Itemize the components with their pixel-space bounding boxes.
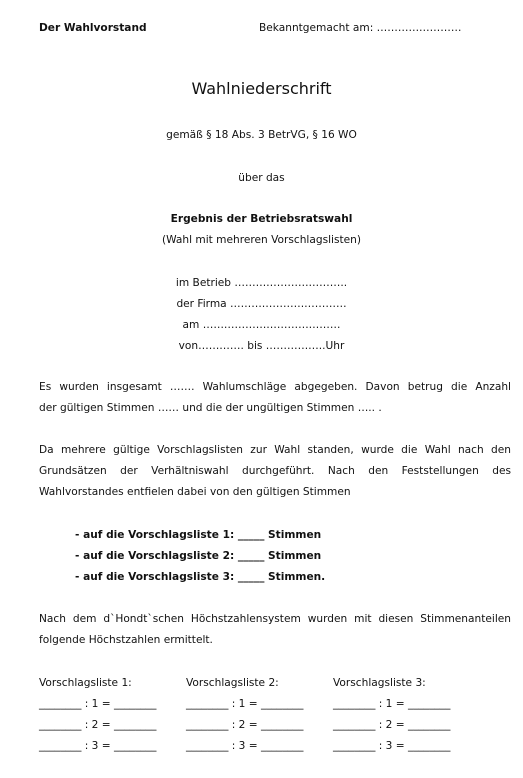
calc-row: ________ : 3 = ________ [333, 740, 451, 752]
calc-row: ________ : 1 = ________ [39, 698, 157, 710]
calc-row: ________ : 2 = ________ [186, 719, 304, 731]
paragraph-line: Nach dem d`Hondt`schen Höchstzahlensystem wurden mit diesen Stimmenanteilen [39, 613, 511, 625]
calc-row: ________ : 1 = ________ [333, 698, 451, 710]
header-right: Bekanntgemacht am: …………………… [259, 22, 462, 34]
subtitle-note: (Wahl mit mehreren Vorschlagslisten) [161, 234, 362, 246]
detail-betrieb: im Betrieb ………………………….. [175, 277, 348, 289]
ueber-das: über das [238, 172, 285, 184]
paragraph-line: Es wurden insgesamt ……. Wahlumschläge abgegeben. Davon betrug die Anzahl [39, 381, 511, 393]
detail-zeit: von…………. bis ……………..Uhr [178, 340, 345, 352]
page-title: Wahlniederschrift [191, 79, 332, 98]
column-heading: Vorschlagsliste 3: [333, 677, 426, 689]
calc-row: ________ : 3 = ________ [186, 740, 304, 752]
detail-datum: am ………………………………… [182, 319, 341, 331]
paragraph-line: folgende Höchstzahlen ermittelt. [39, 634, 213, 646]
list-item: - auf die Vorschlagsliste 1: _____ Stimmen [75, 529, 322, 541]
column-heading: Vorschlagsliste 1: [39, 677, 132, 689]
paragraph-line: Da mehrere gültige Vorschlagslisten zur Wahl standen, wurde die Wahl nach den [39, 444, 511, 456]
legal-basis: gemäß § 18 Abs. 3 BetrVG, § 16 WO [166, 129, 357, 141]
detail-firma: der Firma …………………………… [176, 298, 347, 310]
calc-row: ________ : 2 = ________ [333, 719, 451, 731]
header-left: Der Wahlvorstand [39, 22, 147, 34]
paragraph-line: Grundsätzen der Verhältniswahl durchgeführt. Nach den Feststellungen des [39, 465, 511, 477]
list-item: - auf die Vorschlagsliste 3: _____ Stimmen. [75, 571, 326, 583]
paragraph-line: Wahlvorstandes entfielen dabei von den gültigen Stimmen [39, 486, 351, 498]
paragraph-line: der gültigen Stimmen …… und die der ungültigen Stimmen ….. . [39, 402, 382, 414]
subtitle: Ergebnis der Betriebsratswahl [170, 213, 353, 225]
calc-row: ________ : 2 = ________ [39, 719, 157, 731]
calc-row: ________ : 1 = ________ [186, 698, 304, 710]
calc-row: ________ : 3 = ________ [39, 740, 157, 752]
list-item: - auf die Vorschlagsliste 2: _____ Stimmen [75, 550, 322, 562]
column-heading: Vorschlagsliste 2: [186, 677, 279, 689]
